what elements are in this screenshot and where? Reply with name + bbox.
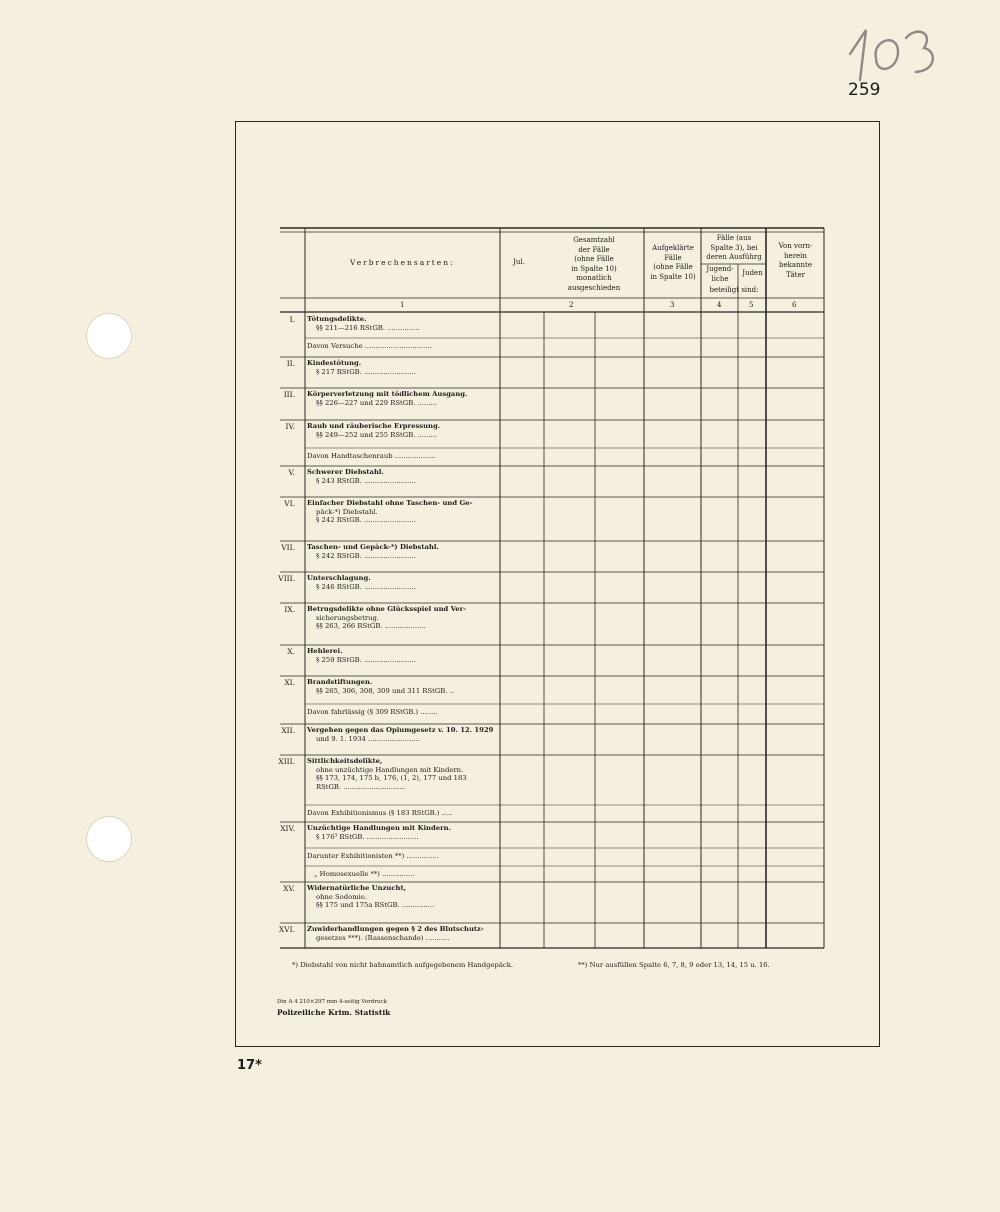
- header-line: Jugend-: [706, 265, 734, 273]
- handwritten-folio-number-graphic: [842, 18, 942, 88]
- column-header-participants-footer: beteiligt sind:: [709, 286, 759, 294]
- column-number: 4: [717, 301, 722, 309]
- offense-row-text: Darunter Exhibitionisten **) ...............: [307, 852, 439, 860]
- header-line: (ohne Fälle: [574, 255, 614, 263]
- offense-row-text: § 246 RStGB. ........................: [316, 582, 416, 591]
- offense-row-text: ohne Sodomie.: [316, 892, 368, 901]
- header-line: monatlich: [576, 274, 612, 282]
- column-header-solved-cases: [645, 244, 701, 282]
- offense-row-text: § 259 RStGB. ........................: [316, 655, 416, 664]
- header-line: in Spalte 10): [650, 272, 696, 281]
- footnote-1: *) Diebstahl von nicht bahnamtlich aufgegebenem Handgepäck.: [292, 961, 514, 969]
- row-roman-numeral: I.: [289, 315, 295, 324]
- column-header-jews: Juden: [742, 269, 763, 277]
- offense-row-text: Einfacher Diebstahl ohne Taschen- und Ge-: [307, 499, 473, 507]
- offense-row-text: päck-*) Diebstahl.: [316, 507, 378, 516]
- row-roman-numeral: III.: [283, 390, 295, 399]
- punch-hole-bottom: [86, 816, 132, 862]
- offense-row-text: Schwerer Diebstahl.: [307, 468, 384, 476]
- column-number: 1: [400, 301, 405, 309]
- header-line: Spalte 3), bei: [710, 243, 758, 252]
- offense-row-text: § 217 RStGB. ........................: [316, 367, 416, 376]
- column-header-total-cases: [548, 236, 640, 293]
- offense-row-text: § 176³ RStGB. ........................: [316, 832, 419, 841]
- offense-row-text: Sittlichkeitsdelikte,: [307, 757, 383, 765]
- publisher-label: Polizeiliche Krim. Statistik: [277, 1008, 391, 1017]
- header-line: Täter: [786, 270, 805, 279]
- offense-row-text: Hehlerei.: [307, 647, 343, 655]
- header-line: Von vorn-: [778, 242, 813, 250]
- offense-row-text: Davon fahrlässig (§ 309 RStGB.) ........: [307, 708, 438, 716]
- offense-row-text: RStGB. .............................: [316, 783, 406, 792]
- header-line: Fälle (aus: [716, 234, 752, 242]
- offense-row-text: Widernatürliche Unzucht,: [307, 884, 406, 892]
- header-line: der Fälle: [578, 245, 610, 254]
- form-format-info: Din A 4 210×297 mm 4-seitig Vordruck: [277, 999, 387, 1005]
- row-roman-numeral: XIV.: [280, 824, 295, 833]
- header-line: Fälle: [664, 253, 682, 262]
- offense-row-text: Körperverletzung mit tödlichem Ausgang.: [307, 390, 468, 398]
- header-line: (ohne Fälle: [653, 263, 693, 271]
- header-line: Gesamtzahl: [573, 236, 615, 244]
- row-roman-numeral: VIII.: [278, 574, 295, 583]
- offense-row-text: §§ 226—227 und 229 RStGB. .........: [316, 398, 437, 407]
- offense-row-text: §§ 263, 266 RStGB. ...................: [316, 622, 426, 631]
- offense-row-text: und 9. 1. 1934 ........................: [316, 734, 420, 743]
- row-roman-numeral: XV.: [283, 884, 295, 893]
- column-header-month: Jul.: [513, 258, 525, 266]
- row-roman-numeral: XII.: [281, 726, 295, 735]
- offense-row-text: Kindestötung.: [307, 359, 362, 367]
- column-header-participants: [702, 234, 766, 263]
- header-line: bekannte: [778, 261, 812, 269]
- offense-row-text: Taschen- und Gepäck-*) Diebstahl.: [307, 543, 439, 551]
- handwritten-folio-number: [842, 18, 942, 88]
- punch-hole-top: [86, 313, 132, 359]
- offense-row-text: Tötungsdelikte.: [307, 315, 367, 323]
- header-line: in Spalte 10): [571, 264, 617, 273]
- offense-row-text: Zuwiderhandlungen gegen § 2 des Blutschutz-: [307, 925, 484, 933]
- column-number: 6: [792, 301, 797, 309]
- offense-row-text: Raub und räuberische Erpressung.: [307, 422, 441, 430]
- offense-row-text: §§ 175 und 175a RStGB. ...............: [316, 901, 435, 910]
- offense-row-text: Vergehen gegen das Opiumgesetz v. 10. 12. 1929: [307, 726, 494, 734]
- offense-row-text: Betrugsdelikte ohne Glücksspiel und Ver-: [307, 605, 467, 613]
- header-line: herein: [784, 251, 807, 260]
- sheet-label: 17*: [237, 1058, 262, 1073]
- offense-row-text: Unterschlagung.: [307, 574, 371, 582]
- row-roman-numeral: XVI.: [278, 925, 295, 934]
- column-number: 3: [670, 301, 675, 309]
- footnote-2: **) Nur ausfüllen Spalte 6, 7, 8, 9 oder 13, 14, 15 u. 16.: [578, 961, 770, 969]
- offense-row-text: § 242 RStGB. ........................: [316, 516, 416, 525]
- row-roman-numeral: IV.: [285, 422, 295, 431]
- column-header-known-perpetrators: [767, 242, 824, 280]
- offense-row-text: § 242 RStGB. ........................: [316, 551, 416, 560]
- header-line: deren Ausführg: [706, 253, 762, 261]
- column-header-offense-types: Verbrechensarten:: [350, 258, 455, 267]
- row-roman-numeral: VI.: [284, 499, 295, 508]
- offense-row-text: §§ 211—216 RStGB. ...............: [316, 323, 420, 332]
- header-line: liche: [711, 274, 729, 283]
- column-number: 5: [749, 301, 754, 309]
- offense-row-text: „ Homosexuelle **) ...............: [314, 870, 415, 878]
- header-line: ausgeschieden: [567, 283, 621, 292]
- offense-row-text: ohne unzüchtige Handlungen mit Kindern.: [316, 765, 464, 774]
- column-number: 2: [569, 301, 574, 309]
- offense-row-text: §§ 265, 306, 308, 309 und 311 RStGB. ..: [316, 686, 454, 695]
- offense-row-text: Davon Exhibitionismus (§ 183 RStGB.) .....: [307, 809, 453, 817]
- offense-row-text: §§ 173, 174, 175 b, 176, (1, 2), 177 und 183: [316, 774, 467, 783]
- offense-row-text: Unzüchtige Handlungen mit Kindern.: [307, 824, 451, 832]
- offense-row-text: gesetzes ***). (Rassenschande) ...........: [316, 933, 450, 942]
- row-roman-numeral: II.: [286, 359, 295, 368]
- offense-row-text: Davon Versuche ...............................: [307, 342, 432, 350]
- page-number: 259: [848, 80, 881, 100]
- header-line: Aufgeklärte: [652, 244, 694, 252]
- offense-row-text: §§ 249—252 und 255 RStGB. .........: [316, 430, 437, 439]
- row-roman-numeral: X.: [287, 647, 295, 656]
- row-roman-numeral: XI.: [284, 678, 295, 687]
- row-roman-numeral: XIII.: [278, 757, 295, 766]
- row-roman-numeral: VII.: [281, 543, 295, 552]
- offense-row-text: § 243 RStGB. ........................: [316, 476, 416, 485]
- row-roman-numeral: V.: [288, 468, 295, 477]
- offense-row-text: Brandstiftungen.: [307, 678, 373, 686]
- offense-row-text: Davon Handtaschenraub ...................: [307, 452, 436, 460]
- column-header-juveniles: [702, 265, 738, 284]
- row-roman-numeral: IX.: [284, 605, 295, 614]
- offense-row-text: sicherungsbetrug.: [316, 613, 379, 622]
